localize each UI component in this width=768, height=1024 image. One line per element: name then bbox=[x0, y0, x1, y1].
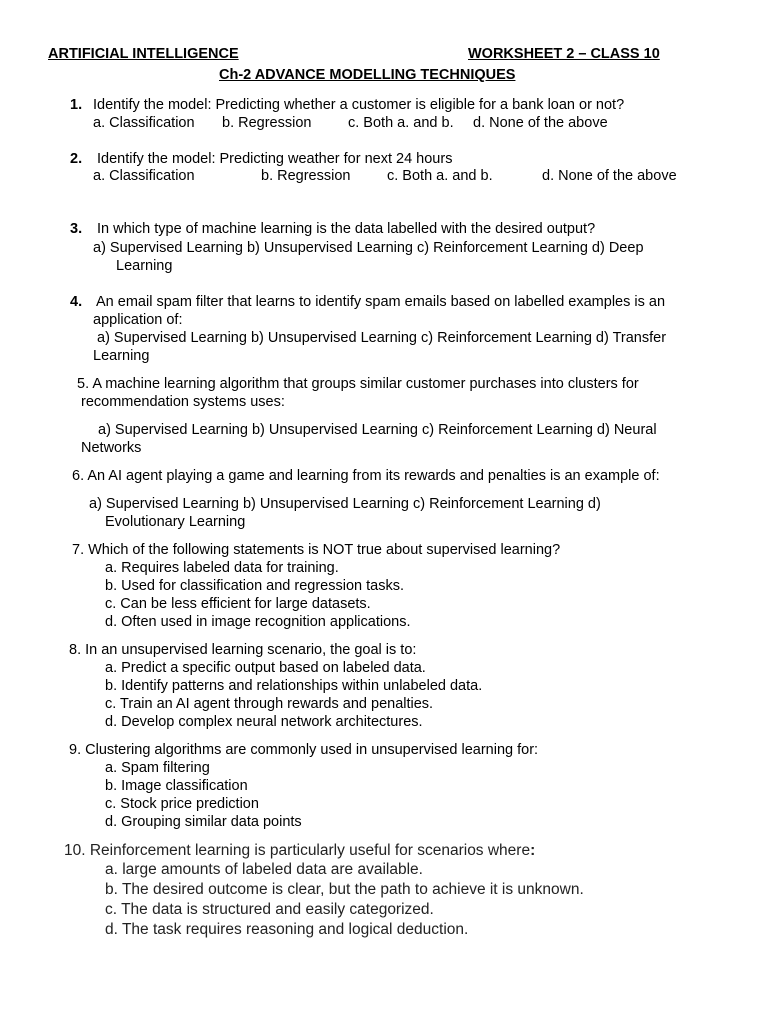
option: c. Train an AI agent through rewards and penalties. bbox=[105, 696, 434, 712]
option: b. Regression bbox=[261, 168, 351, 184]
option: b. Regression bbox=[222, 115, 312, 131]
question-number: 3. bbox=[70, 221, 83, 237]
option: a. large amounts of labeled data are available. bbox=[105, 861, 423, 878]
question-text: Identify the model: Predicting weather for next 24 hours bbox=[97, 151, 453, 167]
option: b. Used for classification and regression tasks. bbox=[105, 578, 404, 594]
question-text: 6. An AI agent playing a game and learning from its rewards and penalties is an example of: bbox=[72, 468, 660, 484]
options-line: a) Supervised Learning b) Unsupervised Learning c) Reinforcement Learning d) Neural bbox=[98, 422, 657, 438]
subject-title: ARTIFICIAL INTELLIGENCE bbox=[48, 46, 239, 62]
option: a. Classification bbox=[93, 115, 195, 131]
question-number: 2. bbox=[70, 151, 83, 167]
option: d. None of the above bbox=[473, 115, 608, 131]
question-text: recommendation systems uses: bbox=[81, 394, 285, 410]
option: d. None of the above bbox=[542, 168, 677, 184]
question-text: 7. Which of the following statements is NOT true about supervised learning? bbox=[72, 542, 561, 558]
options-line: Evolutionary Learning bbox=[105, 514, 246, 530]
option: a. Predict a specific output based on labeled data. bbox=[105, 660, 426, 676]
option: a. Requires labeled data for training. bbox=[105, 560, 339, 576]
options-line: a) Supervised Learning b) Unsupervised Learning c) Reinforcement Learning d) Transfer bbox=[97, 330, 667, 346]
question-text: 5. A machine learning algorithm that groups similar customer purchases into clusters for bbox=[77, 376, 639, 392]
option: b. Image classification bbox=[105, 778, 248, 794]
question-text: Identify the model: Predicting whether a customer is eligible for a bank loan or not? bbox=[93, 97, 625, 113]
option: b. The desired outcome is clear, but the path to achieve it is unknown. bbox=[105, 881, 584, 898]
option: a. Classification bbox=[93, 168, 195, 184]
question-text: application of: bbox=[93, 312, 183, 328]
question-text: 8. In an unsupervised learning scenario, the goal is to: bbox=[69, 642, 417, 658]
option: d. Develop complex neural network architectures. bbox=[105, 714, 423, 730]
question-text: An email spam filter that learns to identify spam emails based on labelled examples is an bbox=[96, 294, 666, 310]
question-text: 9. Clustering algorithms are commonly used in unsupervised learning for: bbox=[69, 742, 539, 758]
options-line: Learning bbox=[116, 258, 173, 274]
option: c. Can be less efficient for large datasets. bbox=[105, 596, 371, 612]
worksheet-title: WORKSHEET 2 – CLASS 10 bbox=[468, 46, 660, 62]
option: b. Identify patterns and relationships within unlabeled data. bbox=[105, 678, 483, 694]
question-number: 4. bbox=[70, 294, 83, 310]
chapter-title: Ch-2 ADVANCE MODELLING TECHNIQUES bbox=[219, 67, 516, 83]
question-text-main: 10. Reinforcement learning is particularly useful for scenarios where bbox=[64, 842, 531, 859]
option: a. Spam filtering bbox=[105, 760, 210, 776]
options-line: a) Supervised Learning b) Unsupervised Learning c) Reinforcement Learning d) Deep bbox=[93, 240, 644, 256]
question-text bbox=[64, 842, 535, 860]
options-line: a) Supervised Learning b) Unsupervised Learning c) Reinforcement Learning d) bbox=[89, 496, 601, 512]
options-line: Learning bbox=[93, 348, 150, 364]
option: c. Stock price prediction bbox=[105, 796, 259, 812]
option: c. The data is structured and easily categorized. bbox=[105, 901, 434, 918]
question-text: In which type of machine learning is the data labelled with the desired output? bbox=[97, 221, 596, 237]
options-line: Networks bbox=[81, 440, 142, 456]
option: c. Both a. and b. bbox=[348, 115, 454, 131]
option: d. Grouping similar data points bbox=[105, 814, 302, 830]
question-text-end: : bbox=[530, 842, 536, 859]
option: c. Both a. and b. bbox=[387, 168, 493, 184]
question-number: 1. bbox=[70, 97, 83, 113]
option: d. The task requires reasoning and logical deduction. bbox=[105, 921, 469, 938]
option: d. Often used in image recognition applications. bbox=[105, 614, 411, 630]
